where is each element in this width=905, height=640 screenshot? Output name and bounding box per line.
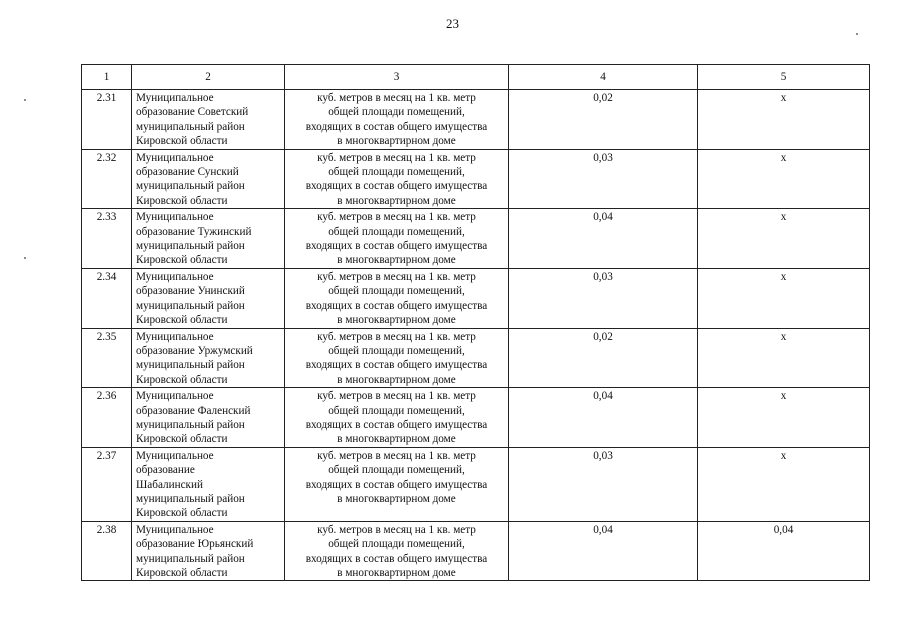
norm-value: 0,02 bbox=[509, 328, 698, 388]
table-row bbox=[82, 447, 870, 521]
municipality-name-line: Муниципальное bbox=[136, 151, 214, 164]
unit-line: куб. метров в месяц на 1 кв. метр bbox=[317, 92, 476, 104]
municipality-name-line: образование Советский bbox=[136, 106, 249, 119]
municipality-name-line: Кировской области bbox=[136, 194, 228, 207]
municipality-name-line: образование Унинский bbox=[136, 285, 245, 298]
header-cell-3: 3 bbox=[285, 65, 509, 90]
table-row bbox=[82, 388, 870, 448]
row-number: 2.36 bbox=[82, 388, 132, 448]
table-header-row bbox=[82, 65, 870, 90]
row-number: 2.34 bbox=[82, 268, 132, 328]
municipality-name-line: Кировской области bbox=[136, 135, 228, 148]
municipality-name bbox=[132, 388, 285, 448]
municipality-name-line: Муниципальное bbox=[136, 390, 214, 403]
header-cell-5: 5 bbox=[698, 65, 870, 90]
table-body bbox=[82, 65, 870, 581]
municipality-name-line: муниципальный район bbox=[136, 240, 245, 253]
unit-line: в многоквартирном доме bbox=[337, 135, 456, 148]
unit-of-measure bbox=[285, 388, 509, 448]
unit-line: входящих в состав общего имущества bbox=[305, 240, 488, 253]
unit-line: куб. метров в месяц на 1 кв. метр bbox=[317, 330, 476, 343]
municipality-name-line: Кировской области bbox=[136, 567, 228, 579]
municipality-name bbox=[132, 521, 285, 581]
municipality-name bbox=[132, 328, 285, 388]
unit-line: общей площади помещений, bbox=[328, 464, 465, 477]
municipality-name-line: образование bbox=[136, 464, 195, 477]
unit-line: в многоквартирном доме bbox=[337, 433, 456, 446]
table-row bbox=[82, 521, 870, 581]
unit-line: входящих в состав общего имущества bbox=[305, 478, 488, 491]
column-5-value: x bbox=[698, 447, 870, 521]
unit-line: входящих в состав общего имущества bbox=[305, 120, 488, 133]
unit-line: общей площади помещений, bbox=[328, 225, 465, 238]
unit-line: куб. метров в месяц на 1 кв. метр bbox=[317, 151, 476, 164]
unit-line: общей площади помещений, bbox=[328, 106, 465, 119]
table-row bbox=[82, 149, 870, 209]
municipality-name-line: муниципальный район bbox=[136, 492, 245, 505]
norm-value: 0,04 bbox=[509, 521, 698, 581]
header-cell-4: 4 bbox=[509, 65, 698, 90]
unit-line: входящих в состав общего имущества bbox=[305, 359, 488, 372]
unit-line: куб. метров в месяц на 1 кв. метр bbox=[317, 449, 476, 462]
municipality-name-line: Кировской области bbox=[136, 507, 228, 520]
row-number: 2.38 bbox=[82, 521, 132, 581]
unit-of-measure bbox=[285, 149, 509, 209]
municipality-name bbox=[132, 149, 285, 209]
municipality-name-line: Кировской области bbox=[136, 254, 228, 267]
row-number: 2.37 bbox=[82, 447, 132, 521]
municipality-name-line: муниципальный район bbox=[136, 299, 245, 312]
municipality-name-line: Шабалинский bbox=[136, 478, 203, 491]
unit-line: в многоквартирном доме bbox=[337, 194, 456, 207]
municipality-name-line: Муниципальное bbox=[136, 330, 214, 343]
page-number: 23 bbox=[446, 16, 459, 31]
table-row bbox=[82, 209, 870, 269]
unit-line: общей площади помещений, bbox=[328, 166, 465, 179]
unit-line: общей площади помещений, bbox=[328, 538, 465, 551]
column-5-value: x bbox=[698, 328, 870, 388]
header-cell-2: 2 bbox=[132, 65, 285, 90]
unit-line: общей площади помещений, bbox=[328, 285, 465, 298]
norm-value: 0,03 bbox=[509, 447, 698, 521]
norms-table bbox=[81, 64, 870, 581]
unit-of-measure bbox=[285, 521, 509, 581]
header-cell-1: 1 bbox=[82, 65, 132, 90]
municipality-name bbox=[132, 447, 285, 521]
unit-line: входящих в состав общего имущества bbox=[305, 299, 488, 312]
norm-value: 0,03 bbox=[509, 149, 698, 209]
column-5-value: x bbox=[698, 90, 870, 150]
column-5-value: x bbox=[698, 268, 870, 328]
unit-line: общей площади помещений, bbox=[328, 404, 465, 417]
municipality-name-line: Муниципальное bbox=[136, 449, 214, 462]
unit-of-measure bbox=[285, 209, 509, 269]
municipality-name-line: Муниципальное bbox=[136, 523, 214, 536]
unit-line: в многоквартирном доме bbox=[337, 567, 456, 579]
norm-value: 0,04 bbox=[509, 388, 698, 448]
municipality-name-line: Кировской области bbox=[136, 433, 228, 446]
row-number: 2.35 bbox=[82, 328, 132, 388]
unit-of-measure bbox=[285, 447, 509, 521]
municipality-name-line: Кировской области bbox=[136, 373, 228, 386]
norm-value: 0,03 bbox=[509, 268, 698, 328]
row-number: 2.31 bbox=[82, 90, 132, 150]
unit-line: в многоквартирном доме bbox=[337, 254, 456, 267]
unit-line: входящих в состав общего имущества bbox=[305, 180, 488, 193]
municipality-name-line: муниципальный район bbox=[136, 180, 245, 193]
municipality-name bbox=[132, 268, 285, 328]
municipality-name-line: Муниципальное bbox=[136, 211, 214, 224]
municipality-name-line: образование Фаленский bbox=[136, 404, 251, 417]
unit-line: общей площади помещений, bbox=[328, 344, 465, 357]
unit-line: входящих в состав общего имущества bbox=[305, 552, 488, 565]
municipality-name-line: образование Уржумский bbox=[136, 344, 253, 357]
column-5-value: x bbox=[698, 388, 870, 448]
unit-line: в многоквартирном доме bbox=[337, 492, 456, 505]
municipality-name-line: муниципальный район bbox=[136, 418, 245, 431]
table-row bbox=[82, 268, 870, 328]
column-5-value: x bbox=[698, 209, 870, 269]
municipality-name-line: муниципальный район bbox=[136, 552, 245, 565]
table-row bbox=[82, 90, 870, 150]
municipality-name-line: образование Юрьянский bbox=[136, 538, 254, 551]
unit-line: куб. метров в месяц на 1 кв. метр bbox=[317, 523, 476, 536]
municipality-name bbox=[132, 90, 285, 150]
unit-line: куб. метров в месяц на 1 кв. метр bbox=[317, 211, 476, 224]
unit-line: в многоквартирном доме bbox=[337, 373, 456, 386]
unit-line: куб. метров в месяц на 1 кв. метр bbox=[317, 390, 476, 403]
norm-value: 0,02 bbox=[509, 90, 698, 150]
municipality-name bbox=[132, 209, 285, 269]
unit-of-measure bbox=[285, 90, 509, 150]
unit-line: куб. метров в месяц на 1 кв. метр bbox=[317, 270, 476, 283]
municipality-name-line: муниципальный район bbox=[136, 120, 245, 133]
unit-line: в многоквартирном доме bbox=[337, 314, 456, 327]
municipality-name-line: образование Сунский bbox=[136, 166, 239, 179]
municipality-name-line: Муниципальное bbox=[136, 270, 214, 283]
municipality-name-line: Муниципальное bbox=[136, 92, 214, 104]
unit-line: входящих в состав общего имущества bbox=[305, 418, 488, 431]
row-number: 2.32 bbox=[82, 149, 132, 209]
unit-of-measure bbox=[285, 268, 509, 328]
municipality-name-line: Кировской области bbox=[136, 314, 228, 327]
column-5-value: 0,04 bbox=[698, 521, 870, 581]
unit-of-measure bbox=[285, 328, 509, 388]
norm-value: 0,04 bbox=[509, 209, 698, 269]
row-number: 2.33 bbox=[82, 209, 132, 269]
municipality-name-line: муниципальный район bbox=[136, 359, 245, 372]
municipality-name-line: образование Тужинский bbox=[136, 225, 252, 238]
column-5-value: x bbox=[698, 149, 870, 209]
table-row bbox=[82, 328, 870, 388]
